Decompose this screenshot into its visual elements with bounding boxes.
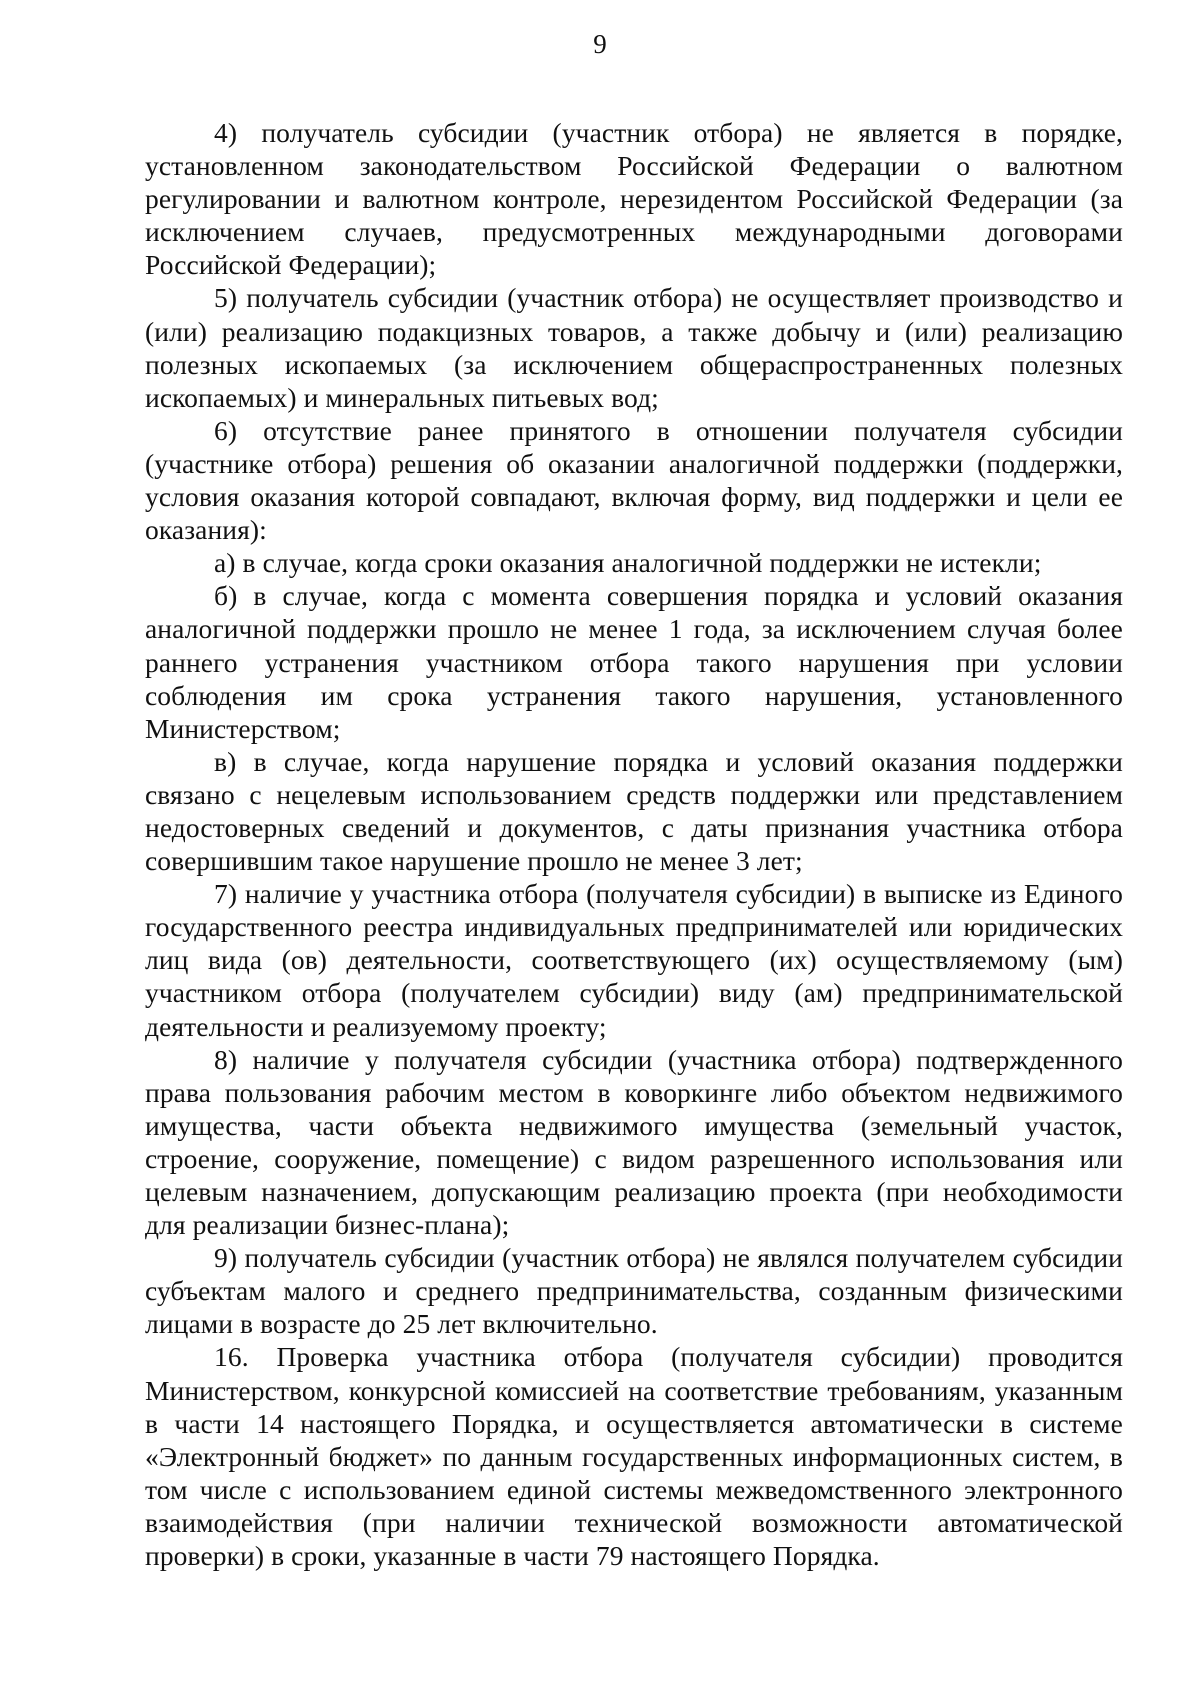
paragraph-item-5: 5) получатель субсидии (участник отбора) не осуществляет производство и (или) реализацию подакцизных товаров, а также добычу и (или) реализацию полезных ископаемых (за исключением общераспространенных полезных ископаемых) и минеральных питьевых вод; <box>145 282 1123 413</box>
paragraph-item-4: 4) получатель субсидии (участник отбора) не является в порядке, установленном законодательством Российской Федерации о валютном регулировании и валютном контроле, нерезидентом Российской Федерации (за исключением случаев, предусмотренных международными договорами Российской Федерации); <box>145 117 1123 281</box>
paragraph-subitem-a: а) в случае, когда сроки оказания аналогичной поддержки не истекли; <box>214 547 1042 579</box>
paragraph-subitem-b: б) в случае, когда с момента совершения порядка и условий оказания аналогичной поддержки прошло не менее 1 года, за исключением случая более раннего устранения участником отбора такого нарушения при условии соблюдения им срока устранения такого нарушения, установленного Министерством; <box>145 580 1123 744</box>
paragraph-section-16: 16. Проверка участника отбора (получателя субсидии) проводится Министерством, конкурсной комиссией на соответствие требованиям, указанным в части 14 настоящего Порядка, и осуществляется автоматически в системе «Электронный бюджет» по данным государственных информационных систем, в том числе с использованием единой системы межведомственного электронного взаимодействия (при наличии технической возможности автоматической проверки) в сроки, указанные в части 79 настоящего Порядка. <box>145 1341 1123 1572</box>
paragraph-subitem-v: в) в случае, когда нарушение порядка и условий оказания поддержки связано с нецелевым использованием средств поддержки или представлением недостоверных сведений и документов, с даты признания участника отбора совершившим такое нарушение прошло не менее 3 лет; <box>145 745 1123 877</box>
document-body <box>145 116 1123 1572</box>
paragraph-item-7: 7) наличие у участника отбора (получателя субсидии) в выписке из Единого государственного реестра индивидуальных предпринимателей или юридических лиц вида (ов) деятельности, соответствующего (их) осуществляемому (ым) участником отбора (получателем субсидии) виду (ам) предпринимательской деятельности и реализуемому проекту; <box>145 878 1123 1042</box>
paragraph-item-8: 8) наличие у получателя субсидии (участника отбора) подтвержденного права пользования рабочим местом в коворкинге либо объектом недвижимого имущества, части объекта недвижимого имущества (земельный участок, строение, сооружение, помещение) с видом разрешенного использования или целевым назначением, допускающим реализацию проекта (при необходимости для реализации бизнес-плана); <box>145 1043 1123 1241</box>
page-number: 9 <box>593 29 607 59</box>
paragraph-item-9: 9) получатель субсидии (участник отбора) не являлся получателем субсидии субъектам малого и среднего предпринимательства, созданным физическими лицами в возрасте до 25 лет включительно. <box>145 1242 1123 1340</box>
paragraph-item-6: 6) отсутствие ранее принятого в отношении получателя субсидии (участнике отбора) решения об оказании аналогичной поддержки (поддержки, условия оказания которой совпадают, включая форму, вид поддержки и цели ее оказания): <box>145 414 1123 546</box>
